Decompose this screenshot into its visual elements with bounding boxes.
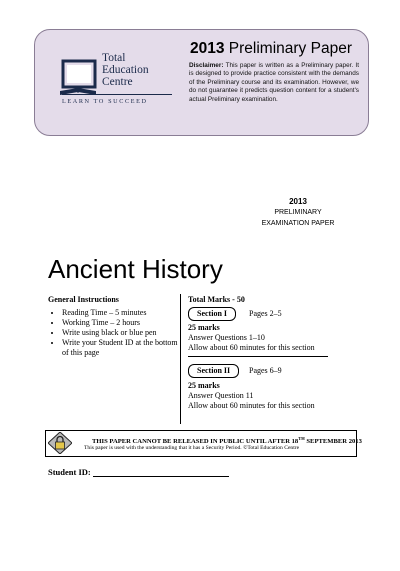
section-2-questions: Answer Question 11 [188,391,254,400]
instruction-item: • Working Time – 2 hours [62,318,178,328]
column-divider [180,294,181,424]
total-marks: Total Marks - 50 [188,295,245,304]
section-2-time: Allow about 60 minutes for this section [188,401,315,410]
paper-year: 2013 [190,40,225,57]
exam-meta [238,196,358,229]
release-text-1: THIS PAPER CANNOT BE RELEASED IN PUBLIC UNTIL AFTER 18 [92,438,299,446]
instruction-item: • Write using black or blue pen [62,328,178,338]
release-notice [92,436,362,445]
instructions-list [48,308,178,358]
exam-year: 2013 [289,197,307,206]
section-1-details [188,323,315,353]
student-id-label-wrap [48,467,91,477]
logo-wordmark [102,52,149,88]
section-1-pages: Pages 2–5 [249,309,282,318]
section-1-label: Section I [188,307,236,321]
page-title: Ancient History [48,254,223,284]
section-2-marks: 25 marks [188,381,220,390]
logo-line-3: Centre [102,76,133,88]
logo-divider [62,94,172,95]
logo-line-2: Education [102,64,149,76]
section-1-time: Allow about 60 minutes for this section [188,343,315,352]
section-2-label-wrap [188,364,239,378]
general-instructions-heading: General Instructions [48,295,119,304]
section-2-label: Section II [188,364,239,378]
general-instructions [48,295,178,358]
release-text-2: SEPTEMBER 2013 [304,438,362,446]
disclaimer-label: Disclaimer: [189,62,224,69]
section-1-questions: Answer Questions 1–10 [188,333,265,342]
logo-tagline: LEARN TO SUCCEED [62,98,148,105]
section-1-marks: 25 marks [188,323,220,332]
section-2-details [188,381,315,411]
exam-type: PRELIMINARY [274,209,322,216]
section-separator [188,356,328,357]
logo-line-1: Total [102,52,126,64]
section-1-label-wrap [188,307,236,321]
instruction-item: • Write your Student ID at the bottom of this page [62,338,178,358]
instruction-item: • Reading Time – 5 minutes [62,308,178,318]
padlock-icon [48,432,72,454]
release-text-sup: TH [298,436,305,441]
exam-paper-label: EXAMINATION PAPER [261,220,335,227]
disclaimer-text: This paper is written as a Preliminary paper. It is designed to provide practice consistent with the demands of the Preliminary course and its examination. However, we do not guarantee it predicts question content for a student's actual Preliminary examination. [189,62,359,103]
paper-name: Preliminary Paper [228,40,352,57]
student-id-field[interactable] [93,476,229,477]
student-id-label: Student ID: [48,467,91,477]
disclaimer [189,62,359,104]
paper-title [190,40,352,58]
section-2-pages: Pages 6–9 [249,366,282,375]
security-period-note: This paper is used with the understanding that it has a Security Period. ©Total Education Centre [84,445,300,451]
